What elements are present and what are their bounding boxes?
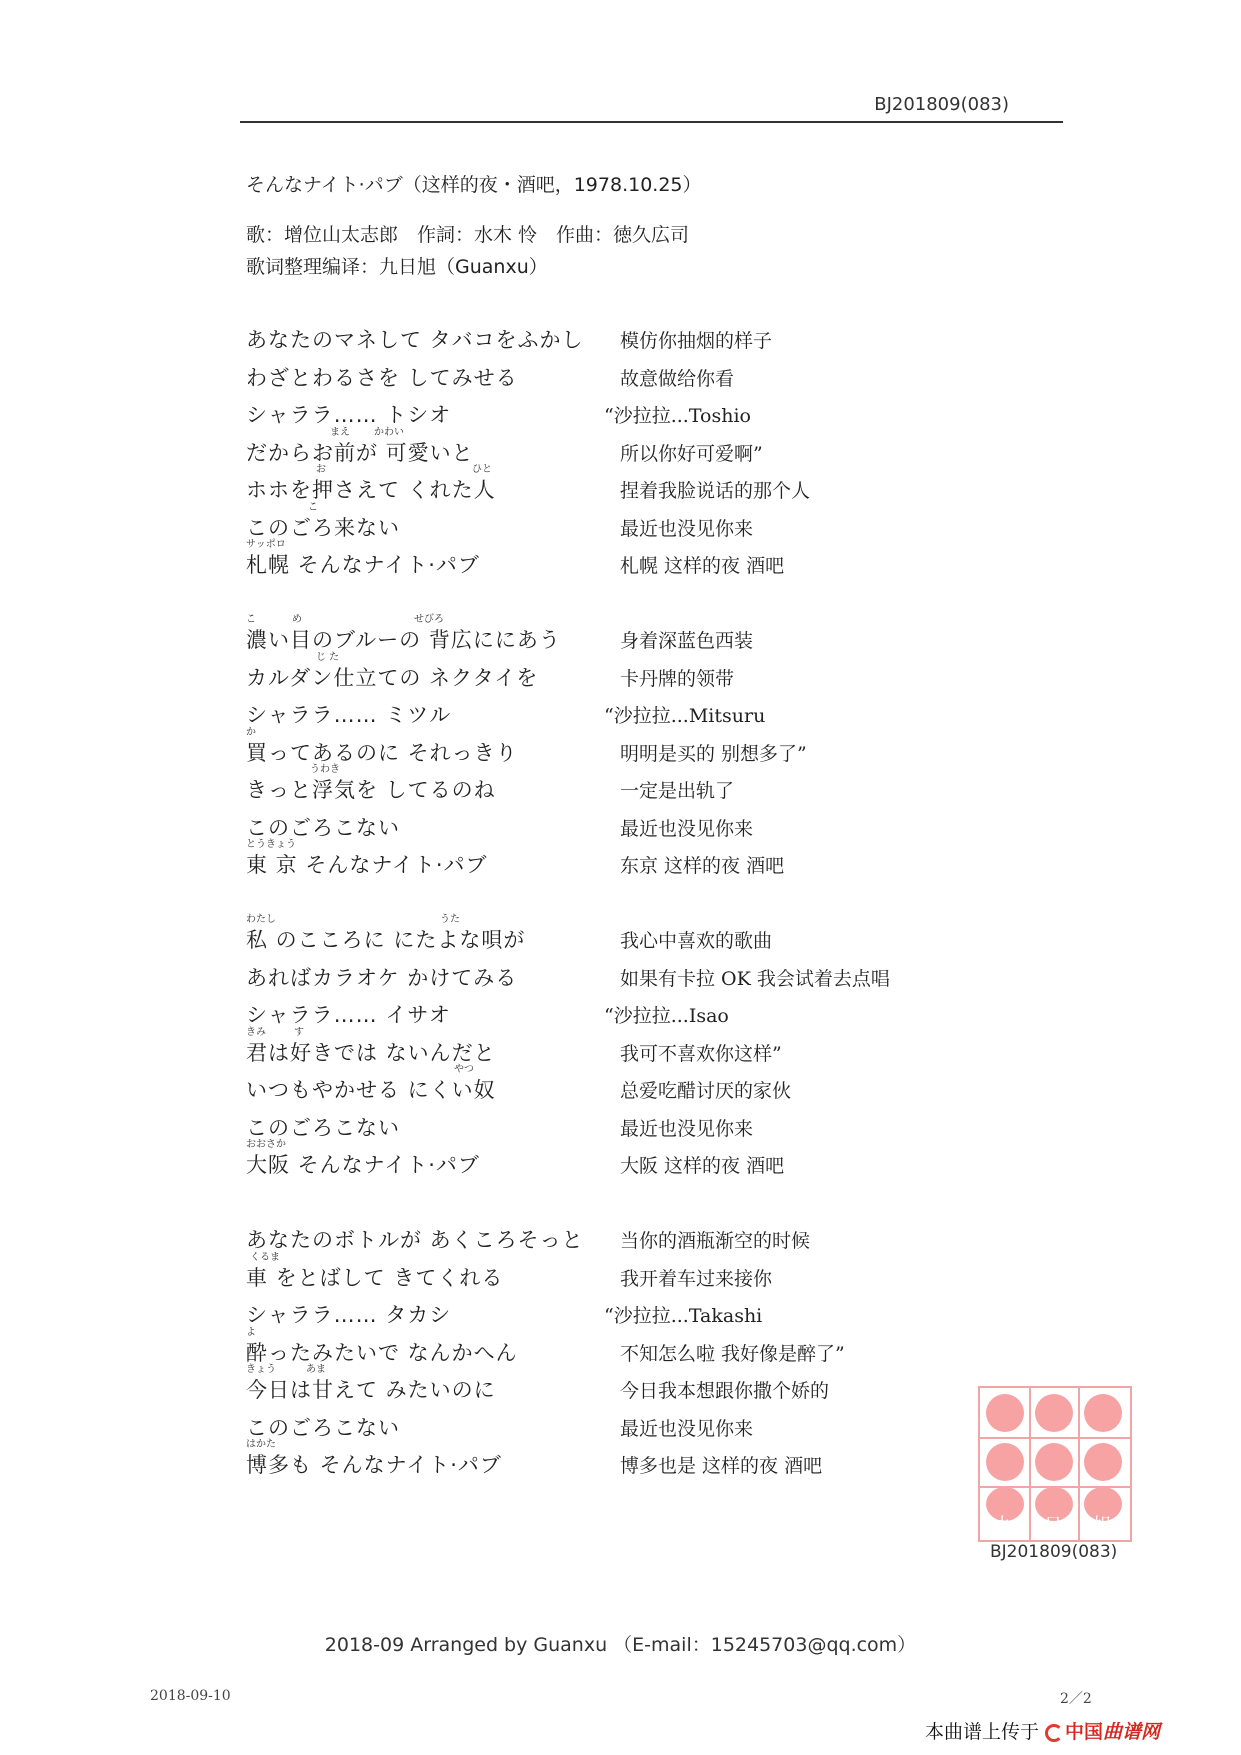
japanese-lyric: このごろこない <box>246 1115 400 1140</box>
seal-cell <box>981 1438 1029 1486</box>
japanese-lyric: このごろこない <box>246 1415 400 1440</box>
seal-gridline <box>980 1486 1130 1488</box>
seal-dot <box>1084 1443 1122 1481</box>
furigana: す <box>294 1026 304 1038</box>
lyric-line <box>0 464 1241 512</box>
chinese-translation: 最近也没见你来 <box>620 1117 754 1140</box>
japanese-lyric: シャララ…… タカシ <box>246 1303 452 1327</box>
chinese-translation: 捏着我脸说话的那个人 <box>620 480 811 502</box>
japanese-lyric: ホホを押さえて くれた人 <box>246 478 496 502</box>
seal-dot <box>986 1394 1024 1432</box>
japanese-lyric: 大阪 そんなナイト·パブ <box>246 1153 480 1177</box>
furigana: め <box>292 614 302 625</box>
lyric-line <box>0 1224 1241 1262</box>
chinese-translation: 博多也是 这样的夜 酒吧 <box>620 1455 823 1477</box>
upload-credit <box>925 1717 1160 1744</box>
japanese-lyric: 東 京 そんなナイト·パブ <box>246 853 488 877</box>
chinese-translation: 如果有卡拉 OK 我会试着去点唱 <box>620 967 890 990</box>
japanese-lyric: あなたのマネして タバコをふかし <box>246 328 584 352</box>
japanese-lyric: 買ってあるのに それっきり <box>246 740 518 765</box>
chinese-translation: 今日我本想跟你撒个娇的 <box>620 1380 830 1402</box>
chinese-translation: 总爱吃醋讨厌的家伙 <box>620 1080 792 1102</box>
credits-line-2: 歌词整理编译：九日旭（Guanxu） <box>246 256 548 278</box>
seal-dot <box>1035 1394 1073 1432</box>
lyric-line <box>0 1251 1241 1300</box>
japanese-lyric: きっと浮気を してるのね <box>246 778 496 802</box>
furigana: せびろ <box>414 614 444 625</box>
furigana: よ <box>246 1326 256 1338</box>
japanese-lyric: 車 をとばして きてくれる <box>246 1265 504 1290</box>
chinese-translation: 札幌 这样的夜 酒吧 <box>620 555 785 577</box>
chinese-translation: 模仿你抽烟的样子 <box>620 330 773 352</box>
seal-cell <box>1079 1438 1127 1486</box>
seal-cell <box>1030 1438 1078 1486</box>
footer-date: 2018-09-10 <box>150 1688 231 1704</box>
site-logo-icon <box>1045 1724 1063 1742</box>
site-brand-b: 曲谱网 <box>1103 1721 1161 1743</box>
furigana: はかた <box>246 1439 276 1450</box>
chinese-translation: 最近也没见你来 <box>620 517 754 540</box>
japanese-lyric: わざとわるさを してみせる <box>246 365 518 390</box>
header-code: BJ201809(083) <box>874 94 1009 115</box>
chinese-translation: “沙拉拉...Mitsuru <box>604 705 766 727</box>
furigana: こ <box>246 614 256 625</box>
seal-stamp <box>978 1386 1132 1542</box>
lyric-line <box>0 399 1241 437</box>
furigana: おおさか <box>246 1139 286 1150</box>
furigana: うわき <box>310 764 340 775</box>
chinese-translation: 一定是出轨了 <box>620 780 735 802</box>
lyric-line <box>0 839 1241 887</box>
furigana: きみ <box>246 1026 266 1038</box>
seal-cell <box>981 1389 1029 1437</box>
furigana: やつ <box>454 1064 474 1075</box>
seal-character: 旭 <box>1093 1515 1111 1536</box>
japanese-lyric: 札幌 そんなナイト·パブ <box>246 553 480 577</box>
lyric-line <box>0 1299 1241 1337</box>
chinese-translation: 我可不喜欢你这样” <box>620 1042 782 1065</box>
furigana: か <box>246 726 256 738</box>
lyric-line <box>0 726 1241 775</box>
japanese-lyric: 博多も そんなナイト·パブ <box>246 1453 502 1477</box>
japanese-lyric: 濃い目のブルーの 背広ににあう <box>246 628 561 652</box>
chinese-translation: 最近也没见你来 <box>620 1417 754 1440</box>
furigana: とうきょう <box>246 839 296 850</box>
seal-dot <box>986 1443 1024 1481</box>
seal-cell <box>1030 1487 1078 1535</box>
lyric-line <box>0 1064 1241 1112</box>
lyric-line <box>0 1139 1241 1187</box>
lyric-line <box>0 324 1241 362</box>
chinese-translation: 不知怎么啦 我好像是醉了” <box>620 1342 845 1365</box>
lyric-line <box>0 699 1241 737</box>
japanese-lyric: シャララ…… トシオ <box>246 403 452 427</box>
chinese-translation: 大阪 这样的夜 酒吧 <box>620 1155 785 1177</box>
japanese-lyric: このごろ来ない <box>246 515 400 540</box>
furigana: お <box>316 464 326 475</box>
lyric-line <box>0 426 1241 475</box>
furigana: じ た <box>316 651 340 663</box>
footer-arranged-by: 2018-09 Arranged by Guanxu （E-mail：15245703@qq.com） <box>324 1634 917 1656</box>
seal-gridline <box>1078 1388 1080 1540</box>
furigana: こ <box>308 501 318 513</box>
lyric-line <box>0 962 1241 1000</box>
lyric-line <box>0 1326 1241 1375</box>
lyric-line <box>0 362 1241 400</box>
chinese-translation: 我开着车过来接你 <box>620 1267 773 1290</box>
japanese-lyric: カルダン仕立ての ネクタイを <box>246 665 539 690</box>
lyric-line <box>0 914 1241 962</box>
japanese-lyric: 私 のこころに にたよな唄が <box>246 928 526 952</box>
lyric-line <box>0 651 1241 700</box>
chinese-translation: 东京 这样的夜 酒吧 <box>620 855 785 877</box>
furigana: まえ <box>330 426 350 438</box>
seal-character: 日 <box>1044 1515 1062 1536</box>
japanese-lyric: シャララ…… ミツル <box>246 703 452 727</box>
seal-cell <box>981 1487 1029 1535</box>
song-title: そんなナイト·パブ（这样的夜・酒吧，1978.10.25） <box>246 174 702 196</box>
lyric-line <box>0 539 1241 587</box>
japanese-lyric: あなたのボトルが あくころそっと <box>246 1228 584 1252</box>
japanese-lyric: シャララ…… イサオ <box>246 1003 451 1027</box>
credits-line-1: 歌：增位山太志郎 作詞：水木 怜 作曲：徳久広司 <box>246 224 690 246</box>
japanese-lyric: 今日は甘えて みたいのに <box>246 1378 496 1402</box>
seal-character: 九 <box>995 1515 1013 1536</box>
upload-text: 本曲谱上传于 <box>925 1721 1040 1743</box>
furigana: うた <box>440 914 460 925</box>
lyric-line <box>0 501 1241 550</box>
furigana: くるま <box>250 1251 280 1263</box>
footer-page-number: 2／2 <box>1060 1691 1092 1707</box>
seal-cell <box>1079 1389 1127 1437</box>
furigana: あま <box>306 1364 326 1375</box>
lyric-line <box>0 812 1241 850</box>
lyric-line <box>0 764 1241 812</box>
header-rule <box>240 121 1063 123</box>
seal-dot <box>1084 1394 1122 1432</box>
japanese-lyric: いつもやかせる にくい奴 <box>246 1078 496 1102</box>
chinese-translation: “沙拉拉...Toshio <box>604 405 751 427</box>
lyric-line <box>0 999 1241 1037</box>
furigana: わたし <box>246 914 276 925</box>
chinese-translation: “沙拉拉...Takashi <box>604 1305 763 1327</box>
japanese-lyric: このごろこない <box>246 815 400 840</box>
furigana: ひと <box>472 464 492 475</box>
lyric-line <box>0 1112 1241 1150</box>
furigana: サッポロ <box>246 539 286 550</box>
furigana: かわい <box>374 426 404 438</box>
chinese-translation: 身着深蓝色西装 <box>620 630 754 652</box>
japanese-lyric: 君は好きでは ないんだと <box>246 1040 496 1065</box>
chinese-translation: 最近也没见你来 <box>620 817 754 840</box>
seal-cell <box>1030 1389 1078 1437</box>
chinese-translation: 我心中喜欢的歌曲 <box>620 930 773 952</box>
lyric-line <box>0 1026 1241 1075</box>
seal-gridline <box>1029 1388 1031 1540</box>
japanese-lyric: あればカラオケ かけてみる <box>246 965 518 990</box>
chinese-translation: 明明是买的 别想多了” <box>620 742 807 765</box>
chinese-translation: “沙拉拉...Isao <box>604 1005 729 1027</box>
site-brand-a: 中国 <box>1065 1721 1104 1743</box>
lyric-line <box>0 614 1241 662</box>
seal-dot <box>1035 1443 1073 1481</box>
chinese-translation: 当你的酒瓶渐空的时候 <box>620 1230 811 1252</box>
chinese-translation: 卡丹牌的领带 <box>620 667 735 690</box>
chinese-translation: 故意做给你看 <box>620 367 735 390</box>
chinese-translation: 所以你好可爱啊” <box>620 442 763 465</box>
seal-cell <box>1079 1487 1127 1535</box>
seal-gridline <box>980 1437 1130 1439</box>
japanese-lyric: だからお前が 可愛いと <box>246 440 474 465</box>
japanese-lyric: 酔ったみたいで なんかへん <box>246 1340 518 1365</box>
seal-code: BJ201809(083) <box>990 1542 1118 1562</box>
furigana: きょう <box>246 1364 276 1375</box>
